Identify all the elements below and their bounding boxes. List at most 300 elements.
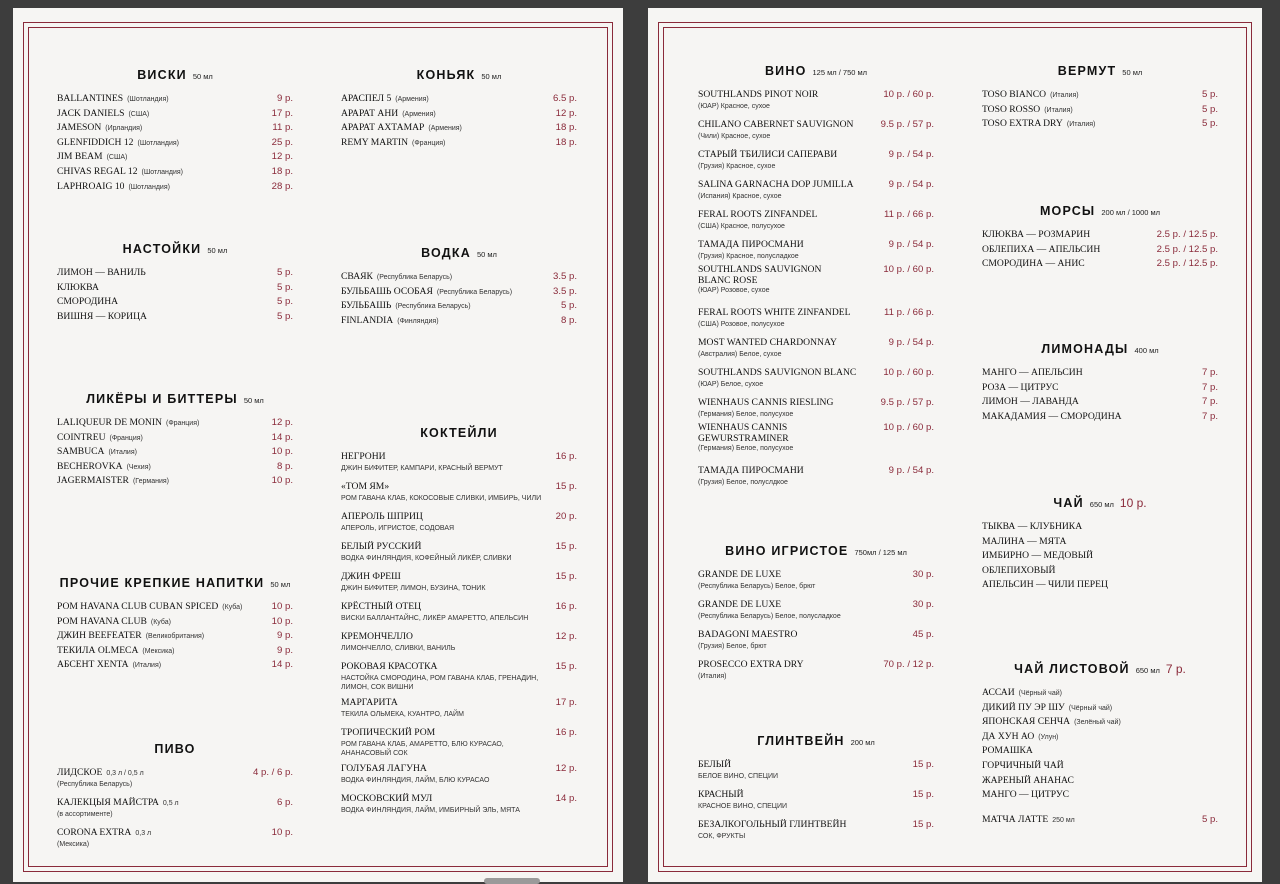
item-name-wrap <box>341 446 550 473</box>
item-name: ОБЛЕПИХОВЫЙ <box>982 564 1056 576</box>
menu-item <box>57 456 293 471</box>
item-name: LAPHROAIG 10 <box>57 180 125 192</box>
item-list <box>982 362 1218 420</box>
item-price: 10 р. / 60 р. <box>883 367 934 378</box>
item-name: LALIQUEUR DE MONIN <box>57 417 162 428</box>
item-name-wrap <box>982 253 1151 271</box>
menu-section-tea <box>982 494 1218 589</box>
item-price: 5 р. <box>276 296 293 308</box>
item-description: РОМ ГАВАНА КЛАБ, АМАРЕТТО, БЛЮ КУРАСАО, АНАНАСОВЫЙ СОК <box>341 741 504 757</box>
item-description: (ЮАР) Красное, сухое <box>698 103 770 110</box>
item-name: АПЕРОЛЬ ШПРИЦ <box>341 511 423 522</box>
item-note: (Армения) <box>395 96 429 103</box>
menu-item <box>982 545 1218 560</box>
menu-item <box>698 754 934 784</box>
menu-item <box>341 266 577 281</box>
item-line <box>698 654 934 681</box>
menu-item <box>982 574 1218 589</box>
item-note: (Шотландия) <box>137 139 179 147</box>
section-header <box>698 62 934 80</box>
item-name-wrap <box>698 174 883 201</box>
item-name-wrap <box>341 692 550 719</box>
item-name: КЛЮКВА — РОЗМАРИН <box>982 229 1091 240</box>
section-header <box>57 574 293 592</box>
item-description: (Чили) Красное, сухое <box>698 133 771 140</box>
item-note: (Республика Беларусь) <box>395 303 471 311</box>
item-description: (Германия) Белое, полусухое <box>698 445 794 452</box>
item-name: МАНГО — ЦИТРУС <box>982 789 1070 801</box>
item-name: МОСКОВСКИЙ МУЛ <box>341 793 433 804</box>
menu-item <box>982 560 1218 575</box>
item-price: 9 р. <box>276 93 293 104</box>
item-name-wrap <box>698 234 883 261</box>
item-description: НАСТОЙКА СМОРОДИНА, РОМ ГАВАНА КЛАБ, ГРЕНАДИН, ЛИМОН, СОК ВИШНИ <box>341 675 539 691</box>
item-line <box>698 460 934 487</box>
item-name: FERAL ROOTS WHITE ZINFANDEL <box>698 307 851 318</box>
item-name-wrap <box>341 596 550 623</box>
menu-item <box>341 656 577 692</box>
section-title: ПИВО <box>154 742 196 756</box>
item-line <box>341 758 577 785</box>
item-name: GRANDE DE LUXE <box>698 599 782 610</box>
item-name: ТЕКИЛА OLMECA <box>57 644 139 656</box>
menu-section-whisky <box>57 66 293 190</box>
item-note: (Ирландия) <box>105 125 143 133</box>
menu-item <box>698 84 934 114</box>
item-price: 6 р. <box>276 797 293 808</box>
item-note: (Чёрный чай) <box>1018 690 1062 697</box>
item-list <box>57 88 293 190</box>
item-description: (в ассортименте) <box>57 811 113 818</box>
section-header <box>57 390 293 408</box>
item-name: ЛИМОН — ЛАВАНДА <box>982 396 1079 408</box>
menu-item <box>982 516 1218 531</box>
menu-item <box>341 536 577 566</box>
item-name-wrap <box>698 594 907 621</box>
item-price: 9 р. / 54 р. <box>888 149 934 160</box>
item-line <box>698 204 934 231</box>
menu-item <box>341 758 577 788</box>
item-line <box>57 470 293 488</box>
section-title: ВИСКИ <box>137 68 187 82</box>
item-list <box>57 596 293 669</box>
menu-item <box>57 161 293 176</box>
item-name-wrap <box>698 332 883 359</box>
section-title: КОНЬЯК <box>416 68 476 82</box>
menu-item <box>341 310 577 325</box>
menu-item <box>982 770 1218 785</box>
item-line <box>982 574 1218 592</box>
menu-item <box>57 412 293 427</box>
item-line <box>341 722 577 758</box>
item-price: 10 р. <box>271 615 293 627</box>
section-title: КОКТЕЙЛИ <box>420 426 498 440</box>
section-header <box>57 240 293 258</box>
item-note: (Германия) <box>132 478 170 486</box>
section-header <box>341 424 577 442</box>
item-price: 9 р. <box>276 644 293 656</box>
section-volume: 400 мл <box>1134 346 1159 355</box>
menu-section-beer <box>57 740 293 852</box>
section-header <box>57 66 293 84</box>
item-note: (Чёрный чай) <box>1068 704 1113 712</box>
item-price: 14 р. <box>271 659 293 671</box>
item-price: 5 р. <box>276 310 293 322</box>
menu-item <box>57 146 293 161</box>
item-line <box>698 624 934 651</box>
section-price: 10 р. <box>1119 496 1147 510</box>
item-price: 9 р. / 54 р. <box>888 337 934 348</box>
section-volume: 50 мл <box>476 250 497 259</box>
item-name-wrap <box>57 470 266 488</box>
item-description: (Мексика) <box>57 841 90 848</box>
item-list <box>341 88 577 146</box>
item-price: 10 р. <box>271 475 293 487</box>
menu-item <box>982 682 1218 697</box>
item-line <box>341 626 577 653</box>
item-list <box>57 262 293 320</box>
item-name: REMY MARTIN <box>341 136 409 148</box>
menu-item <box>982 726 1218 741</box>
item-name: WIENHAUS CANNIS RIESLING <box>698 397 834 408</box>
item-line <box>57 176 293 194</box>
menu-item <box>57 262 293 277</box>
menu-item <box>982 113 1218 128</box>
menu-section-strong <box>57 574 293 669</box>
menu-item <box>698 204 934 234</box>
item-price: 5 р. <box>1201 813 1218 825</box>
item-line <box>982 253 1218 271</box>
item-description: (Италия) <box>698 673 727 680</box>
item-description: (Испания) Красное, сухое <box>698 193 782 200</box>
item-price: 18 р. <box>555 122 577 134</box>
item-name-wrap <box>57 176 266 194</box>
menu-item <box>341 722 577 758</box>
item-line <box>698 784 934 811</box>
item-line <box>341 692 577 719</box>
item-name-wrap <box>341 132 550 150</box>
item-price: 30 р. <box>912 599 934 610</box>
item-price: 14 р. <box>271 431 293 443</box>
menu-item <box>698 392 934 422</box>
menu-item <box>341 788 577 818</box>
section-volume: 50 мл <box>243 396 264 405</box>
menu-item <box>341 295 577 310</box>
item-note: (Франция) <box>109 434 143 442</box>
item-name: TOSO ROSSO <box>982 103 1041 115</box>
item-description: ДЖИН БИФИТЕР, КАМПАРИ, КРАСНЫЙ ВЕРМУТ <box>341 465 503 472</box>
item-name-wrap <box>982 809 1196 827</box>
item-name: РОМ HAVANA CLUB <box>57 615 147 627</box>
item-name: БЕЛЫЙ РУССКИЙ <box>341 541 422 552</box>
item-line <box>57 822 293 849</box>
item-line <box>57 654 293 672</box>
item-name: НЕГРОНИ <box>341 451 386 462</box>
item-name: GLENFIDDICH 12 <box>57 136 134 148</box>
item-note: (Франция) <box>165 420 200 427</box>
item-price: 9.5 р. / 57 р. <box>880 119 934 130</box>
item-note: (Италия) <box>108 449 137 457</box>
section-title: МОРСЫ <box>1039 204 1096 218</box>
item-price: 7 р. <box>1201 410 1218 422</box>
horizontal-scrollbar[interactable] <box>484 878 540 884</box>
item-note: (Италия) <box>1050 92 1079 99</box>
section-volume: 125 мл / 750 мл <box>812 68 868 77</box>
section-title: ЛИМОНАДЫ <box>1041 342 1129 356</box>
item-line <box>341 446 577 473</box>
item-price: 11 р. <box>272 122 293 134</box>
item-name-wrap <box>698 392 875 419</box>
item-name: TOSO BIANCO <box>982 89 1047 100</box>
item-price: 10 р. / 60 р. <box>883 422 934 433</box>
menu-page-left <box>13 8 623 882</box>
item-description: РОМ ГАВАНА КЛАБ, КОКОСОВЫЕ СЛИВКИ, ИМБИРЬ, ЧИЛИ <box>341 495 542 502</box>
menu-item <box>341 117 577 132</box>
item-note: (Шотландия) <box>128 183 170 191</box>
item-price: 9 р. / 54 р. <box>888 239 934 250</box>
item-price: 15 р. <box>555 541 577 552</box>
section-header <box>341 66 577 84</box>
menu-item <box>698 302 934 332</box>
item-name-wrap <box>982 784 1218 802</box>
item-name: КРЁСТНЫЙ ОТЕЦ <box>341 601 422 612</box>
item-line <box>341 566 577 593</box>
item-list <box>982 224 1218 268</box>
section-volume: 650 мл <box>1089 500 1114 509</box>
menu-item <box>698 654 934 684</box>
item-name: ЖАРЕНЫЙ АНАНАС <box>982 774 1074 786</box>
item-name-wrap <box>341 626 550 653</box>
item-price: 15 р. <box>555 481 577 492</box>
item-price: 28 р. <box>271 180 293 192</box>
section-volume: 650 мл <box>1135 666 1160 675</box>
item-name-wrap <box>698 460 883 487</box>
item-price: 10 р. / 60 р. <box>883 89 934 100</box>
menu-item <box>982 784 1218 799</box>
item-note: (Зелёный чай) <box>1074 719 1121 727</box>
item-list <box>57 762 293 852</box>
item-name: АРАРАТ АНИ <box>341 107 399 119</box>
menu-item <box>982 224 1218 239</box>
item-price: 9 р. / 54 р. <box>888 179 934 190</box>
item-name-wrap <box>341 788 550 815</box>
item-price: 12 р. <box>555 107 577 119</box>
menu-item <box>982 711 1218 726</box>
item-name: ЛИМОН — ВАНИЛЬ <box>57 267 146 278</box>
menu-item <box>982 253 1218 268</box>
item-name: BALLANTINES <box>57 93 124 104</box>
item-description: БЕЛОЕ ВИНО, СПЕЦИИ <box>698 773 779 780</box>
item-name: SOUTHLANDS SAUVIGNON BLANC <box>698 367 857 378</box>
menu-item <box>982 99 1218 114</box>
item-price: 11 р. / 66 р. <box>884 209 934 220</box>
menu-section-nastoyki <box>57 240 293 320</box>
item-line <box>982 406 1218 424</box>
menu-section-leaftea <box>982 660 1218 823</box>
item-name: РОЗА — ЦИТРУС <box>982 381 1059 393</box>
item-price: 10 р. <box>271 601 293 612</box>
item-name: ТРОПИЧЕСКИЙ РОМ <box>341 727 436 738</box>
menu-item <box>57 277 293 292</box>
item-description: (Германия) Белое, полусухое <box>698 411 794 418</box>
menu-item <box>982 362 1218 377</box>
item-note: 250 мл <box>1052 816 1075 824</box>
item-name: МАРГАРИТА <box>341 697 398 708</box>
item-note: (Армения) <box>402 110 436 118</box>
item-price: 5 р. <box>560 300 577 312</box>
item-line <box>341 132 577 150</box>
item-name: КАЛЕКЦЫЯ МАЙСТРА <box>57 797 159 808</box>
item-name: ИМБИРНО — МЕДОВЫЙ <box>982 550 1094 562</box>
section-volume: 200 мл / 1000 мл <box>1101 208 1161 217</box>
section-header <box>982 340 1218 358</box>
item-name: MOST WANTED CHARDONNAY <box>698 337 837 348</box>
menu-item <box>698 594 934 624</box>
menu-section-cognac <box>341 66 577 146</box>
item-price: 15 р. <box>555 661 577 672</box>
item-list <box>982 516 1218 589</box>
menu-item <box>982 697 1218 712</box>
menu-item <box>982 406 1218 421</box>
item-line <box>982 784 1218 802</box>
menu-section-vodka <box>341 244 577 324</box>
item-note: (Мексика) <box>142 647 175 655</box>
item-note: (Куба) <box>150 618 171 626</box>
menu-item <box>57 640 293 655</box>
item-note: (Италия) <box>132 662 162 670</box>
item-list <box>698 84 934 490</box>
item-description: (Грузия) Красное, полусладкое <box>698 253 799 260</box>
item-name: BADAGONI MAESTRO <box>698 629 798 640</box>
section-volume: 50 мл <box>1122 68 1143 77</box>
item-price: 16 р. <box>555 601 577 612</box>
item-name: СМОРОДИНА — АНИС <box>982 258 1085 270</box>
item-name: ТАМАДА ПИРОСМАНИ <box>698 465 804 476</box>
item-price: 12 р. <box>271 151 293 163</box>
item-line <box>698 754 934 781</box>
menu-item <box>57 441 293 456</box>
item-name: ГОРЧИЧНЫЙ ЧАЙ <box>982 759 1064 771</box>
item-description: (ЮАР) Розовое, сухое <box>698 287 770 294</box>
item-line <box>698 84 934 111</box>
section-volume: 50 мл <box>481 72 502 81</box>
item-price: 5 р. <box>1201 103 1218 115</box>
section-title: ВЕРМУТ <box>1057 64 1117 78</box>
menu-item <box>698 624 934 654</box>
menu-section-mors <box>982 202 1218 268</box>
item-name-wrap <box>57 306 271 324</box>
item-description: (Грузия) Красное, сухое <box>698 163 776 170</box>
menu-item <box>57 132 293 147</box>
section-price: 7 р. <box>1165 662 1186 676</box>
menu-item <box>57 427 293 442</box>
item-line <box>341 536 577 563</box>
item-name-wrap <box>341 536 550 563</box>
item-name: АРАРАТ АХТАМАР <box>341 122 425 134</box>
item-price: 6.5 р. <box>552 93 577 104</box>
item-description: СОК, ФРУКТЫ <box>698 833 746 840</box>
item-name: АРАСПЕЛ 5 <box>341 93 392 104</box>
item-line <box>341 656 577 692</box>
item-name: МАНГО — АПЕЛЬСИН <box>982 367 1083 378</box>
section-title: НАСТОЙКИ <box>122 242 202 256</box>
item-line <box>982 809 1218 827</box>
item-note: (Италия) <box>1066 121 1096 129</box>
item-price: 12 р. <box>555 631 577 642</box>
item-name: АПЕЛЬСИН — ЧИЛИ ПЕРЕЦ <box>982 579 1108 591</box>
section-header <box>982 202 1218 220</box>
menu-item <box>982 391 1218 406</box>
section-header <box>982 494 1218 512</box>
section-header <box>698 542 934 560</box>
section-title: ЧАЙ ЛИСТОВОЙ <box>1014 662 1130 676</box>
item-name: РОКОВАЯ КРАСОТКА <box>341 661 438 672</box>
item-name-wrap <box>698 264 877 295</box>
menu-item <box>57 822 293 852</box>
item-name-wrap <box>698 114 875 141</box>
item-price: 20 р. <box>555 511 577 522</box>
item-name-wrap <box>57 654 266 672</box>
item-price: 17 р. <box>271 107 293 119</box>
item-price: 16 р. <box>555 451 577 462</box>
item-note: (Финляндия) <box>397 317 439 325</box>
item-description: (ЮАР) Белое, сухое <box>698 381 764 388</box>
item-description: ТЕКИЛА ОЛЬМЕКА, КУАНТРО, ЛАЙМ <box>341 711 464 718</box>
item-note: (США) <box>106 154 128 162</box>
item-name: COINTREU <box>57 431 106 443</box>
menu-item <box>698 174 934 204</box>
section-title: ЛИКЁРЫ И БИТТЕРЫ <box>86 392 238 406</box>
menu-item <box>698 460 934 490</box>
item-name: ДА ХУН АО <box>982 730 1035 742</box>
item-description: (Грузия) Белое, брют <box>698 643 767 650</box>
item-price: 9.5 р. / 57 р. <box>880 397 934 408</box>
item-price: 18 р. <box>271 165 293 177</box>
item-note: (США) <box>128 110 150 118</box>
item-price: 2.5 р. / 12.5 р. <box>1156 258 1218 270</box>
item-line <box>698 362 934 389</box>
item-line <box>982 113 1218 131</box>
item-name: CHILANO CABERNET SAUVIGNON <box>698 119 854 130</box>
item-line <box>698 264 934 295</box>
section-volume: 50 мл <box>270 580 291 589</box>
item-price: 10 р. <box>271 827 293 838</box>
item-name: ГОЛУБАЯ ЛАГУНА <box>341 763 427 774</box>
menu-item <box>982 755 1218 770</box>
item-name: WIENHAUS CANNIS GEWURSTRAMINER <box>698 422 789 444</box>
item-price: 2.5 р. / 12.5 р. <box>1156 229 1218 240</box>
item-note: (Шотландия) <box>127 96 169 103</box>
item-note: (Республика Беларусь) <box>436 288 513 296</box>
menu-item <box>698 114 934 144</box>
menu-item <box>982 377 1218 392</box>
item-note: (Куба) <box>222 604 243 611</box>
section-volume: 200 мл <box>850 738 875 747</box>
item-price: 15 р. <box>912 819 934 830</box>
item-price: 9 р. <box>276 630 293 642</box>
item-note: 0,5 л <box>162 800 179 807</box>
item-name: ОБЛЕПИХА — АПЕЛЬСИН <box>982 243 1101 255</box>
item-list <box>698 754 934 844</box>
item-name: SAMBUCA <box>57 446 105 458</box>
item-price: 10 р. / 60 р. <box>883 264 934 275</box>
item-name: ДИКИЙ ПУ ЭР ШУ <box>982 701 1065 713</box>
menu-section-sparkling <box>698 542 934 684</box>
item-name-wrap <box>341 722 550 758</box>
item-name-wrap <box>698 654 877 681</box>
item-name-wrap <box>698 204 878 231</box>
item-price: 9 р. / 54 р. <box>888 465 934 476</box>
